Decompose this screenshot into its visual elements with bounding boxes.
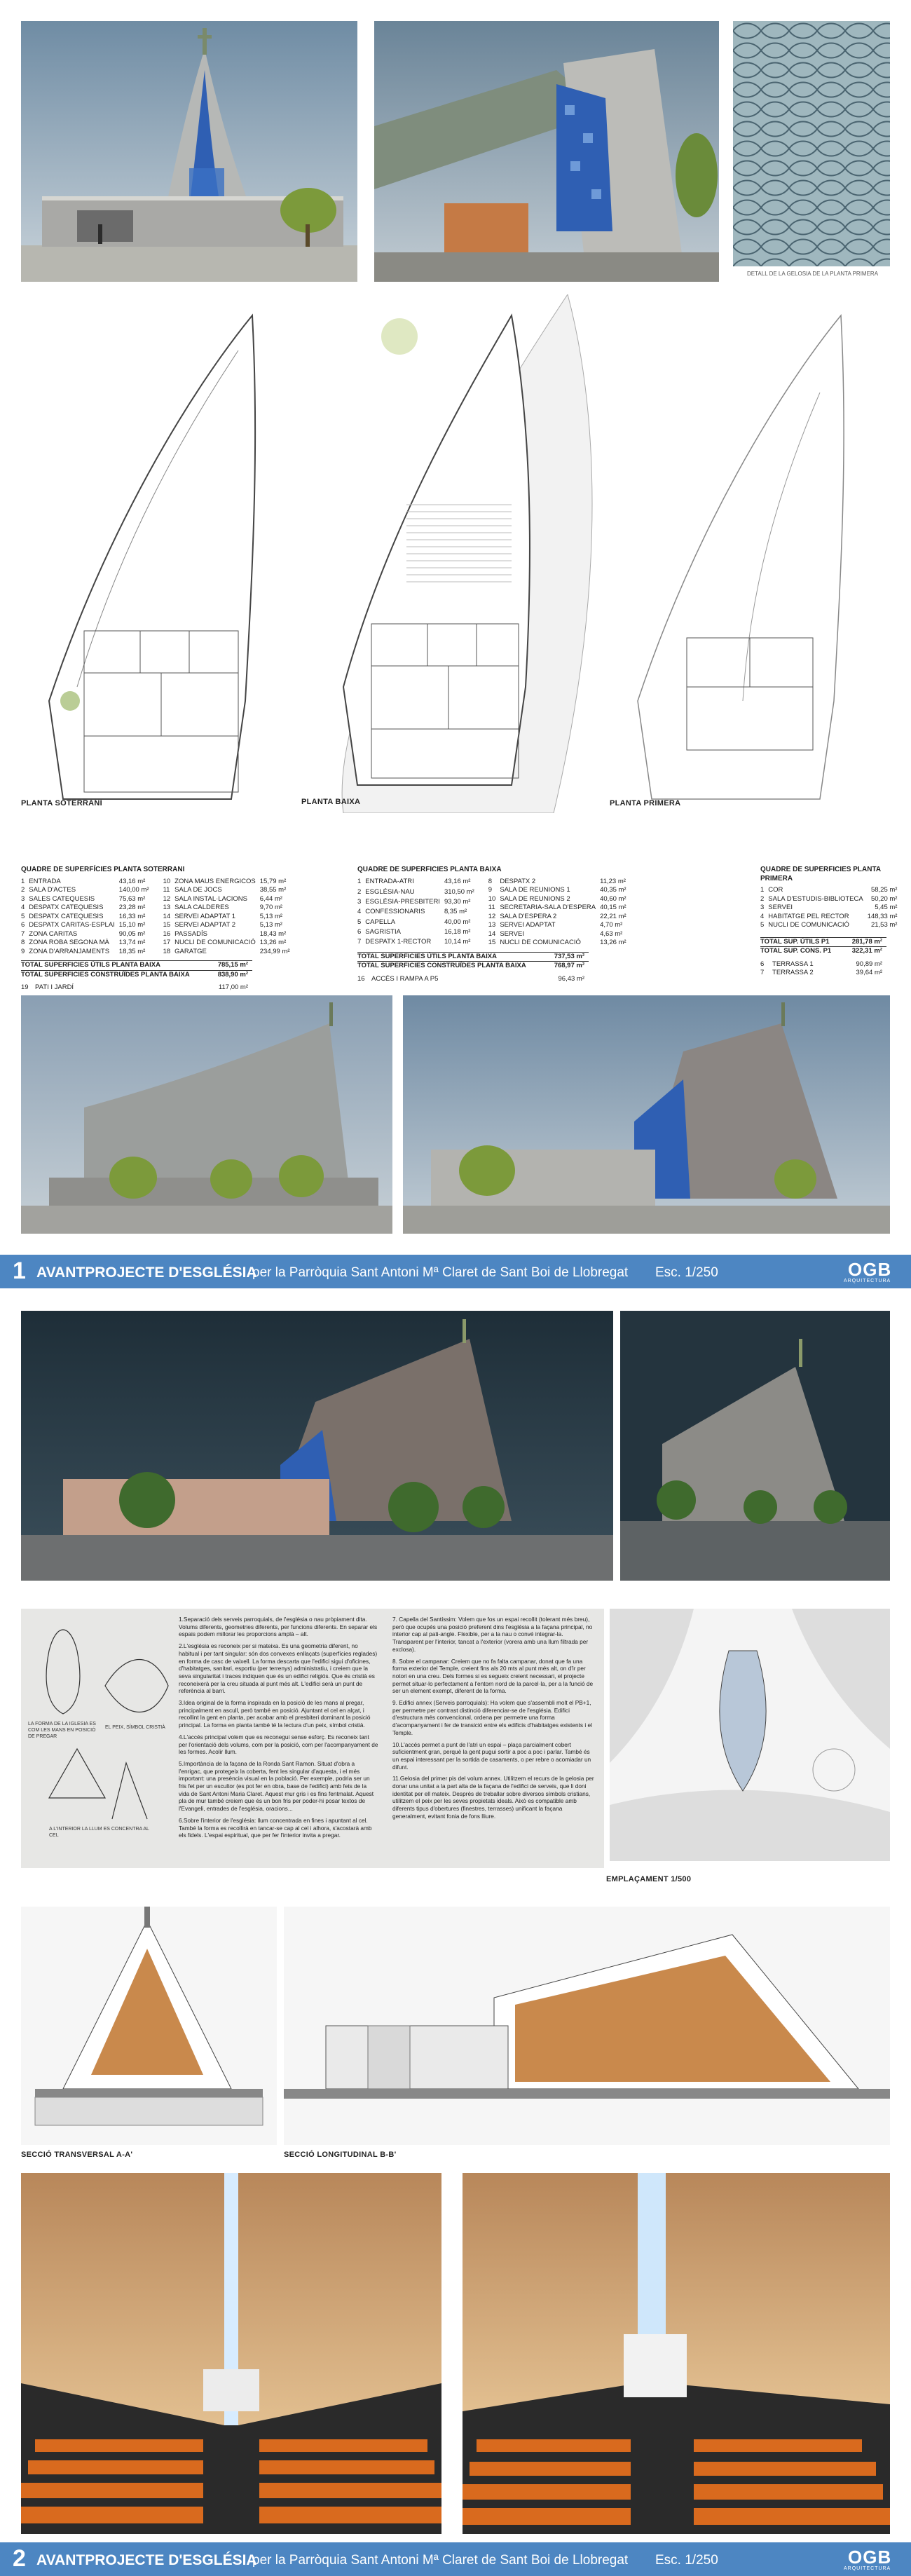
site-plan [610,1609,890,1861]
table-primera-extra: 6 TERRASSA 1 90,89 m² 7 TERRASSA 2 39,64 m² [760,960,882,976]
sketch-note-2: EL PEIX, SÍMBOL CRISTIÀ [105,1725,165,1730]
band-subtitle: per la Parròquia Sant Antoni Mª Claret de Sant Boi de Llobregat [252,2553,629,2568]
concept-notes-right: 7. Capella del Santíssim: Volem que fos un espai recollit (tolerant més breu), però que ocupés una posició preferent dins l'església a la façana principal, no interior cap al pati-angle. Flexible, per a la nau o convé integrar-la. Transparent per l'interior, tancat a l'exterior (vorera amb una llum filtrada per exclosa). 8. Sobre el campanar: Creiem que no fa falta campanar, donat que fa una forma exterior del Temple, creient fins als 20 mts al punt més alt, on d'ir per notori en una creu. Dels formes si es segueix creient necessari, el projecte permet situar-lo perfectament a l'entorn nord de la parcel·la, per a la funció de ser un element exempt, diferent de la forma. 9. Edifici annex (Serveis parroquials): Ha volem que s'assembli molt el PB+1, per permetre per contrast distinció diferenciar-se de l'església. Edifici d'estructura més convencional, ordena per permetre una forma d'acompanyament i fer de transició entre els edificis d'habitatges existents i el Temple. 10.L'accés permet a punt de l'atri un espai – plaça parcialment cobert suficientment gran, perquè la gent pugui sortir a poc a poc i parlar. També és un espai interessant per la sortida de casaments, o per rebre o acomiadar un difunt. 11.Gelosia del primer pis del volum annex. Utilitzem el recurs de la gelosia per donar una unitat a la part alta de la façana de l'edifici de serveis, que li doni identitat per ell mateix. Després de treballar sobre diversos símbols cristians, utilitzem el peix per les seves propietats ideals. Això es compatible amb diferents tipus d'obertures (finestres, terrasses) unificant la façana generalment, evitant fonia de fons lliure. [392,1616,594,1820]
firm-logo-sub: ARQUITECTURA [844,1279,891,1283]
render-interior-left [21,2173,441,2534]
table-baixa-right: 8 DESPATX 2 11,23 m² 9 SALA DE REUNIONS 1 40,35 m² 10 SALA DE REUNIONS 2 40,60 m² 11 SECRETARIA-SALA D'ESPERA 40,15 m² 12 SALA D'ESPERA 2 22,21 m² 13 SERVEI ADAPTAT 4,70 m² 14 SERVEI 4,63 m² 15 NUCLI DE COMUNICACIÓ 13,26 m² [488,877,626,946]
render-interior-right [463,2173,890,2534]
section-longitudinal [284,1907,890,2145]
table-soterrani-left: 1 ENTRADA 43,16 m² 2 SALA D'ACTES 140,00 m² 3 SALES CATEQUESIS 75,63 m² 4 DESPATX CATEQUESIS 23,28 m² 5 DESPATX CATEQUESIS 16,33 m² 6 DESPATX CARITAS-ESPLAI 15,10 m² 7 ZONA CARITAS 90,05 m² 8 ZONA ROBA SEGONA MÀ 13,74 m² 9 ZONA D'ARRANJAMENTS 18,35 m² [21,877,149,955]
site-plan-caption: EMPLAÇAMENT 1/500 [606,1875,692,1883]
render-dusk-left [21,995,392,1234]
title-band-2 [0,2542,911,2576]
table-baixa-extra: 16 ACCÉS I RAMPA A P5 96,43 m² [357,974,584,983]
table-baixa [357,866,631,983]
render-front-day [21,21,357,282]
plan-label-baixa: PLANTA BAIXA [301,798,361,806]
band-number: 1 [13,1258,26,1284]
plan-soterrani [21,308,301,813]
band-title: AVANTPROJECTE D'ESGLÉSIA [36,2552,257,2568]
firm-logo: OGB [848,2547,892,2568]
table-baixa-left: 1 ENTRADA-ATRI 43,16 m² 2 ESGLÉSIA-NAU 310,50 m² 3 ESGLÉSIA-PRESBITERI 93,30 m² 4 CONFESSIONARIS 8,35 m² 5 CAPELLA 40,00 m² 6 SAGRISTIA 16,18 m² 7 DESPATX 1-RECTOR 10,14 m² [357,878,474,946]
plan-baixa [301,294,624,813]
table-soterrani-right: 10 ZONA MAUS ENERGICOS 15,79 m² 11 SALA DE JOCS 38,55 m² 12 SALA INSTAL·LACIONS 6,44 m² 13 SALA CALDERES 9,70 m² 14 SERVEI ADAPTAT 1 5,13 m² 15 SERVEI ADAPTAT 2 5,13 m² 16 PASSADÍS 18,43 m² 17 NUCLI DE COMUNICACIÓ 13,26 m² 18 GARATGE 234,99 m² [163,877,290,955]
render-mosaic-close [374,21,719,282]
table-baixa-totals: TOTAL SUPERFICIES ÚTILS PLANTA BAIXA 737,53 m² TOTAL SUPERFICIES CONSTRUÏDES PLANTA BAIXA 768,97 m² [357,952,589,971]
band-scale: Esc. 1/250 [655,1265,718,1280]
table-soterrani-title: QUADRE DE SUPERFÍCIES PLANTA SOTERRANI [21,866,185,873]
firm-logo-sub: ARQUITECTURA [844,2566,891,2571]
table-primera-title: QUADRE DE SUPERFICIES PLANTA PRIMERA [760,866,881,882]
section-transversal [21,1907,277,2145]
lattice-detail-caption: DETALL DE LA GELOSIA DE LA PLANTA PRIMERA [747,271,879,277]
plan-primera [610,308,890,813]
plan-label-primera: PLANTA PRIMERA [610,799,681,807]
table-soterrani-totals: TOTAL SUPERFICIES ÚTILS PLANTA BAIXA 785,15 m² TOTAL SUPERFICIES CONSTRUÏDES PLANTA BAIXA 838,90 m² [21,960,252,979]
table-soterrani [21,866,294,993]
band-scale: Esc. 1/250 [655,2553,718,2568]
table-baixa-title: QUADRE DE SUPERFICIES PLANTA BAIXA [357,866,502,873]
table-soterrani-extra: 19 PATI I JARDÍ 117,00 m² [21,983,248,991]
table-primera [760,866,911,978]
firm-logo: OGB [848,1259,892,1280]
band-title: AVANTPROJECTE D'ESGLÉSIA [36,1265,257,1281]
title-band-1 [0,1255,911,1288]
section-b-caption: SECCIÓ LONGITUDINAL B-B' [284,2151,397,2159]
concept-panel [21,1609,604,1868]
sketch-note-1: LA FORMA DE LA IGLESIA ES COM LES MANS EN POSICIÓ DE PREGAR [28,1722,96,1739]
band-subtitle: per la Parròquia Sant Antoni Mª Claret de Sant Boi de Llobregat [252,1265,629,1280]
concept-notes-left: 1.Separació dels serveis parroquials, de l'església o nau pròpiament dita. Volums diferents, geometries diferents, per funcions diferents. En separar els espais podem millorar les proporcions amplà – alt. 2.L'església es reconeix per si mateixa. Es una geometria diferent, no habitual i per tant singular: són dos convexes enllaçats (superfícies reglades) en forma de casc de vaixell. La forma descarta que l'edifici sigui d'oficines, d'habitatges, sanitari, esportiu (per terrenys) administratiu, i creiem que la seva singularitat i traces indiquen que és un edifici religiós. Que és cristià es reconeixerà per la creu situada al punt més alt. L'edifici serà un punt de referència al barri. 3.Idea original de la forma inspirada en la posició de les mans al pregar, principalment en ascull, però també en posició. Ajuntant el cel en alçat, i recollint la gent en planta, per acabar amb el presbiteri dominant la posició principal. La forma en planta també té la lectura d'un peix, símbol cristià. 4.L'accés principal volem que es reconegui sense esforç. Es reconeix tant per l'orientació dels volums, com per la posició, com per l'acompanyament de les formes. Acolir llum. 5.Importància de la façana de la Ronda Sant Ramon. Situat d'obra a l'enrigac, que protegeix la coberta, fent les singular d'aquesta, i el més important: una presència visual en la població. Per exemple, podria ser un fris fet per un escultor (es pot fer en obra, base de l'edifici) amb fets de la vida de Sant Antoni Maria Claret. Aquest mur gris i es fins fentmalat. Aquest pla de mur també creiem que és un bon fris per poder-hi posar textos de l'Evangeli, entrades de l'església, oracions... 6.Sobre l'interior de l'església: llum concentrada en fines i apuntant al cel. També la forma es recollirà en tancar-se cap al cel i alhora, s'acostarà amb els fidels. L'espai espiritual, que per fer l'interior invita a pregar. [179,1616,378,1839]
lattice-detail [733,21,890,282]
render-night-side [620,1311,890,1581]
band-number: 2 [13,2545,26,2572]
sketch-note-3: A L'INTERIOR LA LLUM ES CONCENTRA AL CEL [49,1827,149,1838]
plan-label-soterrani: PLANTA SOTERRANI [21,799,103,807]
table-primera-totals: TOTAL SUP. ÚTILS P1 281,78 m² TOTAL SUP. CONS. P1 322,31 m² [760,937,886,956]
render-dusk-right [403,995,890,1234]
section-a-caption: SECCIÓ TRANSVERSAL A-A' [21,2151,133,2159]
table-primera-rows: 1 COR 58,25 m² 2 SALA D'ESTUDIS-BIBLIOTECA 50,20 m² 3 SERVEI 5,45 m² 4 HABITATGE PEL RECTOR 148,33 m² 5 NUCLI DE COMUNICACIÓ 21,53 m² [760,886,898,929]
render-night-main [21,1311,613,1581]
